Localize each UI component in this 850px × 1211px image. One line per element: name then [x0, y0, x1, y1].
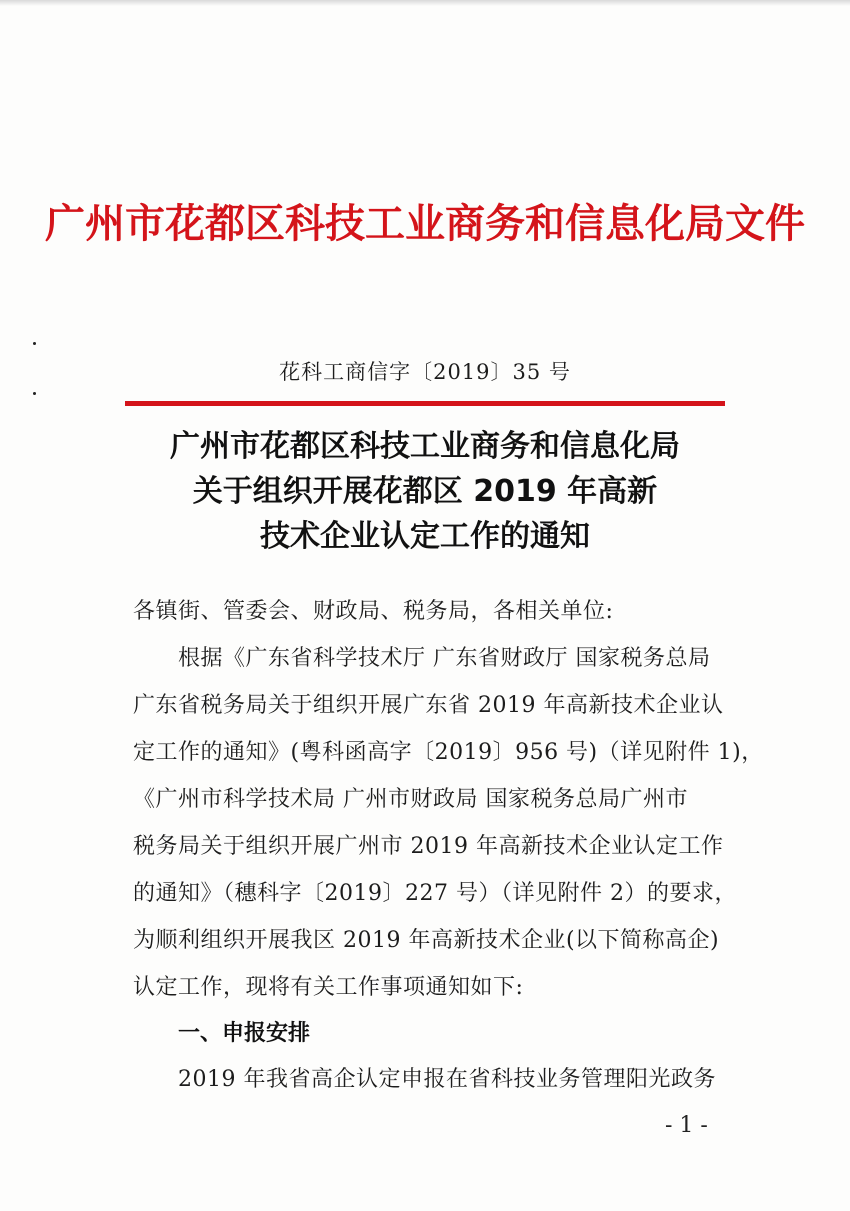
body-text-line: 定工作的通知》(粤科函高字〔2019〕956 号)（详见附件 1)， — [133, 740, 764, 765]
section-heading: 一、申报安排 — [178, 1021, 311, 1046]
body-text-line: 《广州市科学技术局 广州市财政局 国家税务总局广州市 — [133, 787, 688, 812]
body-text-line: 认定工作，现将有关工作事项通知如下: — [133, 975, 524, 1000]
page-number: - 1 - — [665, 1113, 708, 1138]
addressee-line: 各镇街、管委会、财政局、税务局，各相关单位: — [133, 599, 614, 624]
body-text-line: 2019 年我省高企认定申报在省科技业务管理阳光政务 — [178, 1067, 716, 1092]
notice-title-line: 技术企业认定工作的通知 — [260, 519, 590, 554]
body-text-line: 税务局关于组织开展广州市 2019 年高新技术企业认定工作 — [133, 834, 724, 859]
scan-edge-shadow — [0, 0, 850, 6]
body-text-line: 为顺利组织开展我区 2019 年高新技术企业(以下简称高企) — [133, 928, 720, 953]
body-text-line: 的通知》（穗科字〔2019〕227 号）（详见附件 2）的要求， — [133, 881, 737, 906]
binding-hole-mark — [33, 342, 36, 345]
document-number: 花科工商信字〔2019〕35 号 — [279, 360, 571, 384]
red-divider-line — [125, 401, 725, 406]
body-text-line: 根据《广东省科学技术厅 广东省财政厅 国家税务总局 — [178, 646, 711, 671]
binding-hole-mark — [33, 392, 36, 395]
issuing-authority-header: 广州市花都区科技工业商务和信息化局文件 — [45, 200, 805, 247]
notice-title-line: 关于组织开展花都区 2019 年高新 — [192, 474, 658, 509]
notice-title — [0, 424, 850, 559]
notice-title-line: 广州市花都区科技工业商务和信息化局 — [170, 429, 680, 464]
body-text-line: 广东省税务局关于组织开展广东省 2019 年高新技术企业认 — [133, 693, 724, 718]
